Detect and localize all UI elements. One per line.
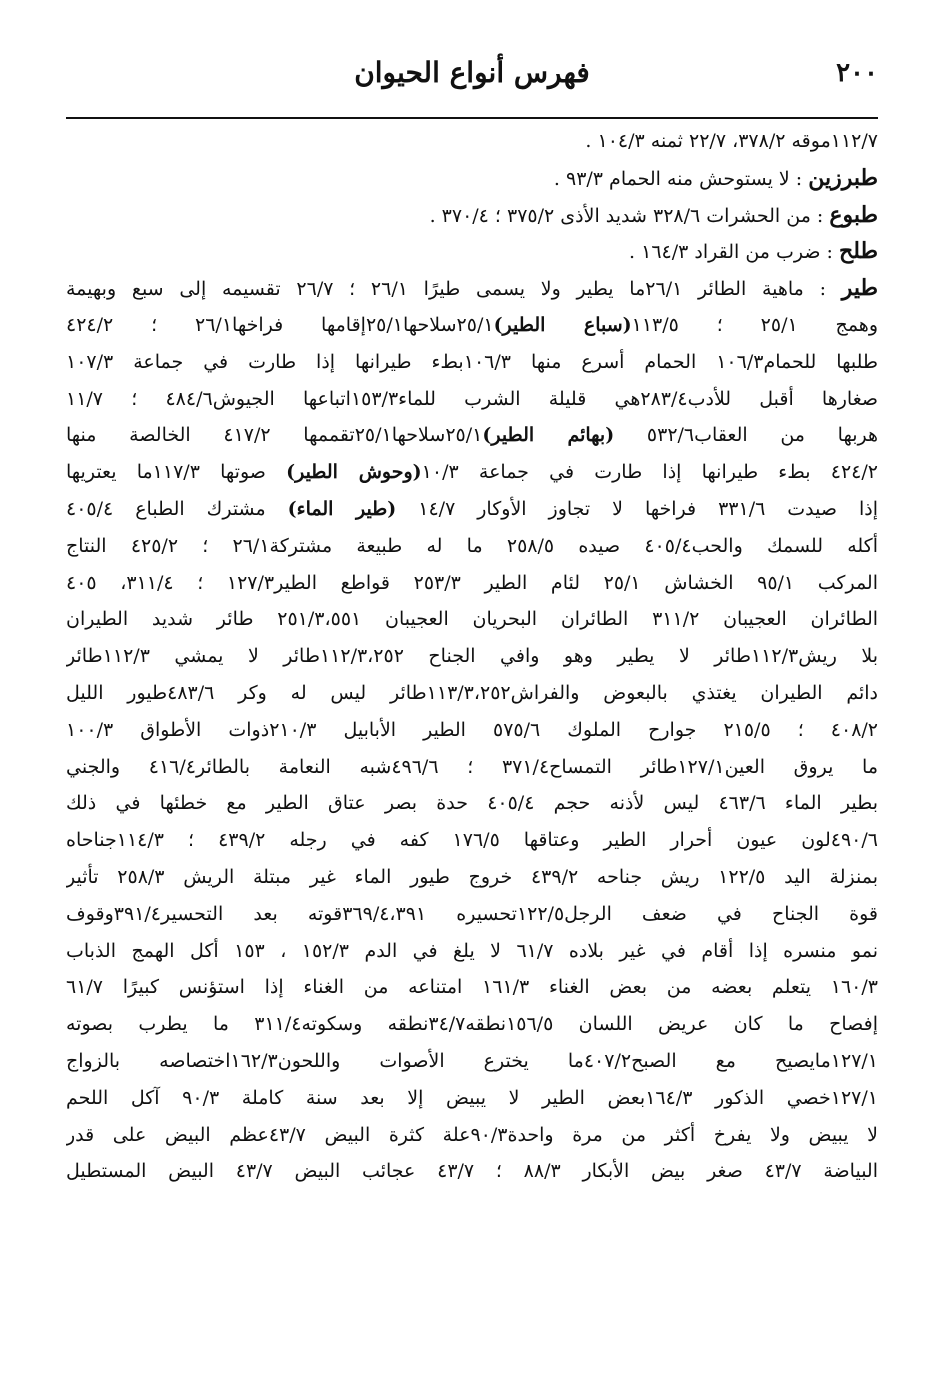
index-line <box>66 381 878 418</box>
line-text: ١٦٠/٣ يتعلم بعضه من بعض الغناء ١٦١/٣ امتناعه من الغناء إذا استؤنس كبيرًا ٦١/٧ <box>66 976 878 999</box>
index-body <box>66 123 878 1190</box>
index-line <box>66 896 878 933</box>
index-line <box>66 270 878 307</box>
subheading: (سباع الطير) <box>493 313 632 336</box>
line-text: صغارها أقبل للأدب٢٨٣/٤هي قليلة الشرب للماء١٥٣/٣اتباعها الجيوش٤٨٤/٦ ؛ ١١/٧ <box>66 387 878 410</box>
entry-text: : لا يستوحش منه الحمام ٩٣/٣ . <box>553 167 809 190</box>
subheading: (طير الماء) <box>287 497 397 520</box>
index-line <box>66 1117 878 1154</box>
line-text: ٤٠٨/٢ ؛ ٢١٥/٥ جوارح الملوك ٥٧٥/٦ الطير الأبابيل ٢١٠/٣ذوات الأطواق ١٠٠/٣ <box>66 718 878 741</box>
index-line <box>66 859 878 896</box>
subheading: (بهائم الطير) <box>482 424 615 447</box>
line-text: إذا صيدت ٣٣١/٦ فراخها لا تجاوز الأوكار ١٤/٧ <box>396 497 878 520</box>
entry-headword: طبوع <box>829 201 878 228</box>
entry-headword: طبرزين <box>808 164 878 191</box>
index-line <box>66 933 878 970</box>
line-text: ٢٥/١سلاحها٢٥/١تقممها ٤١٧/٢ الخالصة منها <box>66 424 483 447</box>
line-text: البياضة ٤٣/٧ صغر بيض الأبكار ٨٨/٣ ؛ ٤٣/٧ عجائب البيض ٤٣/٧ البيض المستطيل <box>66 1160 878 1183</box>
index-line <box>66 197 878 234</box>
index-line <box>66 160 878 197</box>
index-line <box>66 712 878 749</box>
index-line <box>66 454 878 491</box>
line-text: ما يروق العين١٢٧/١طائر التمساح٣٧١/٤ ؛ ٤٩٦/٦شبه النعامة بالطائر٤١٦/٤ والجني <box>66 755 878 778</box>
entry-headword: طير <box>841 275 878 302</box>
index-line <box>66 491 878 528</box>
index-line <box>66 601 878 638</box>
index-line <box>66 1153 878 1190</box>
line-text: ١٢٧/١خصي الذكور ١٦٤/٣بعض الطير لا يبيض إلا بعد سنة كاملة ٩٠/٣ آكل اللحم <box>66 1086 878 1109</box>
index-line <box>66 344 878 381</box>
index-line <box>66 123 878 160</box>
index-line <box>66 638 878 675</box>
page-number: ٢٠٠ <box>836 58 878 88</box>
line-text: الطائران العجيبان ٣١١/٢ الطائران البحريان العجيبان ٢٥١/٣،٥٥١ طائر شديد الطيران <box>66 608 878 631</box>
index-line <box>66 417 878 454</box>
line-text: بلا ريش١١٢/٣طائر لا يطير وهو وافي الجناح ١١٢/٣،٢٥٢طائر لا يمشي ١١٢/٣طائر <box>66 645 878 668</box>
entry-text: : من الحشرات ٣٢٨/٦ شديد الأذى ٣٧٥/٢ ؛ ٣٧٠/٤ . <box>429 204 830 227</box>
index-line <box>66 785 878 822</box>
line-text: نمو منسره إذا أقام في غير بلاده ٦١/٧ لا يلغ في الدم ١٥٢/٣ ، ١٥٣ أكل الهمج الذباب <box>66 939 878 962</box>
entry-text: : ضرب من القراد ١٦٤/٣ . <box>629 241 839 264</box>
line-text: دائم الطيران يغتذي بالبعوض والفراش١١٣/٣،٢٥٢طائر ليس له وكر ٤٨٣/٦طيور الليل <box>66 681 878 704</box>
entry-text: : ماهية الطائر ٢٦/١ما يطير ولا يسمى طيرًا ٢٦/١ ؛ ٢٦/٧ تقسيمه إلى سبع وبهيمة <box>66 278 842 301</box>
index-line <box>66 1080 878 1117</box>
line-text: صوتها ١١٧/٣ما يعتريها <box>66 461 287 484</box>
line-text: ١٢٧/١مايصيح مع الصبح٤٠٧/٢ما يخترع الأصوات واللحون١٦٢/٣اختصاصه بالزواج <box>66 1049 878 1072</box>
line-text: ٤٢٤/٢ بطء طيرانها إذا طارت في جماعة ١٠/٣ <box>421 461 878 484</box>
line-text: المركب ٩٥/١ الخشاش ٢٥/١ لئام الطير ٢٥٣/٣ قواطع الطير١٢٧/٣ ؛ ٣١١/٤، ٤٠٥ <box>66 571 878 594</box>
index-line <box>66 233 878 270</box>
line-text: إفصاح ما كان عريض اللسان ١٥٦/٥نطقه٣٤/٧نطقه وسكوته٣١١/٤ ما يطرب بصوته <box>66 1013 878 1036</box>
running-title: فهرس أنواع الحيوان <box>354 56 590 89</box>
line-text: هربها من العقاب٥٣٢/٦ <box>614 424 878 447</box>
index-line <box>66 749 878 786</box>
index-line <box>66 1043 878 1080</box>
subheading: (وحوش الطير) <box>286 461 422 484</box>
line-text: ٢٥/١سلاحها٢٥/١إقامها فراخها٢٦/١ ؛ ٤٢٤/٢ <box>66 313 494 336</box>
index-line <box>66 1006 878 1043</box>
line-text: لا يبيض ولا يفرخ أكثر من مرة واحدة٩٠/٣علة كثرة البيض ٤٣/٧عظم البيض على قدر <box>66 1123 878 1146</box>
line-text: قوة الجناح في ضعف الرجل١٢٢/٥تحسيره ٣٦٩/٤،٣٩١قوته بعد التحسير٣٩١/٤وقوف <box>66 902 878 925</box>
index-line <box>66 969 878 1006</box>
line-text: طلبها للحمام١٠٦/٣ الحمام أسرع منها ١٠٦/٣بطء طيرانها إذا طارت في جماعة ١٠٧/٣ <box>66 350 878 373</box>
line-text: وهمج ٢٥/١ ؛ ١١٣/٥ <box>631 313 878 336</box>
line-text: ١١٢/٧موقه ٣٧٨/٢، ٢٢/٧ ثمنه ١٠٤/٣ . <box>585 130 878 152</box>
page-header <box>66 52 878 104</box>
index-line <box>66 822 878 859</box>
header-rule <box>66 117 878 119</box>
index-line <box>66 307 878 344</box>
line-text: أكله للسمك والحب٤٠٥/٤ صيده ٢٥٨/٥ ما له طبيعة مشتركة٢٦/١ ؛ ٤٢٥/٢ النتاج <box>66 534 878 557</box>
line-text: مشترك الطباع ٤٠٥/٤ <box>66 497 288 520</box>
index-line <box>66 565 878 602</box>
index-line <box>66 675 878 712</box>
line-text: بمنزلة اليد ١٢٢/٥ ريش جناحه ٤٣٩/٢ خروج طيور الماء غير مبتلة الريش ٢٥٨/٣ تأثير <box>66 865 878 888</box>
index-line <box>66 528 878 565</box>
line-text: بطير الماء ٤٦٣/٦ ليس لأذنه حجم ٤٠٥/٤ حدة بصر عتاق الطير مع خطئها في ذلك <box>66 792 878 815</box>
entry-headword: طلح <box>839 238 878 265</box>
line-text: ٤٩٠/٦لون عيون أحرار الطير وعتاقها ١٧٦/٥ كفه في رجله ٤٣٩/٢ ؛ ١١٤/٣جناحاه <box>66 829 878 852</box>
